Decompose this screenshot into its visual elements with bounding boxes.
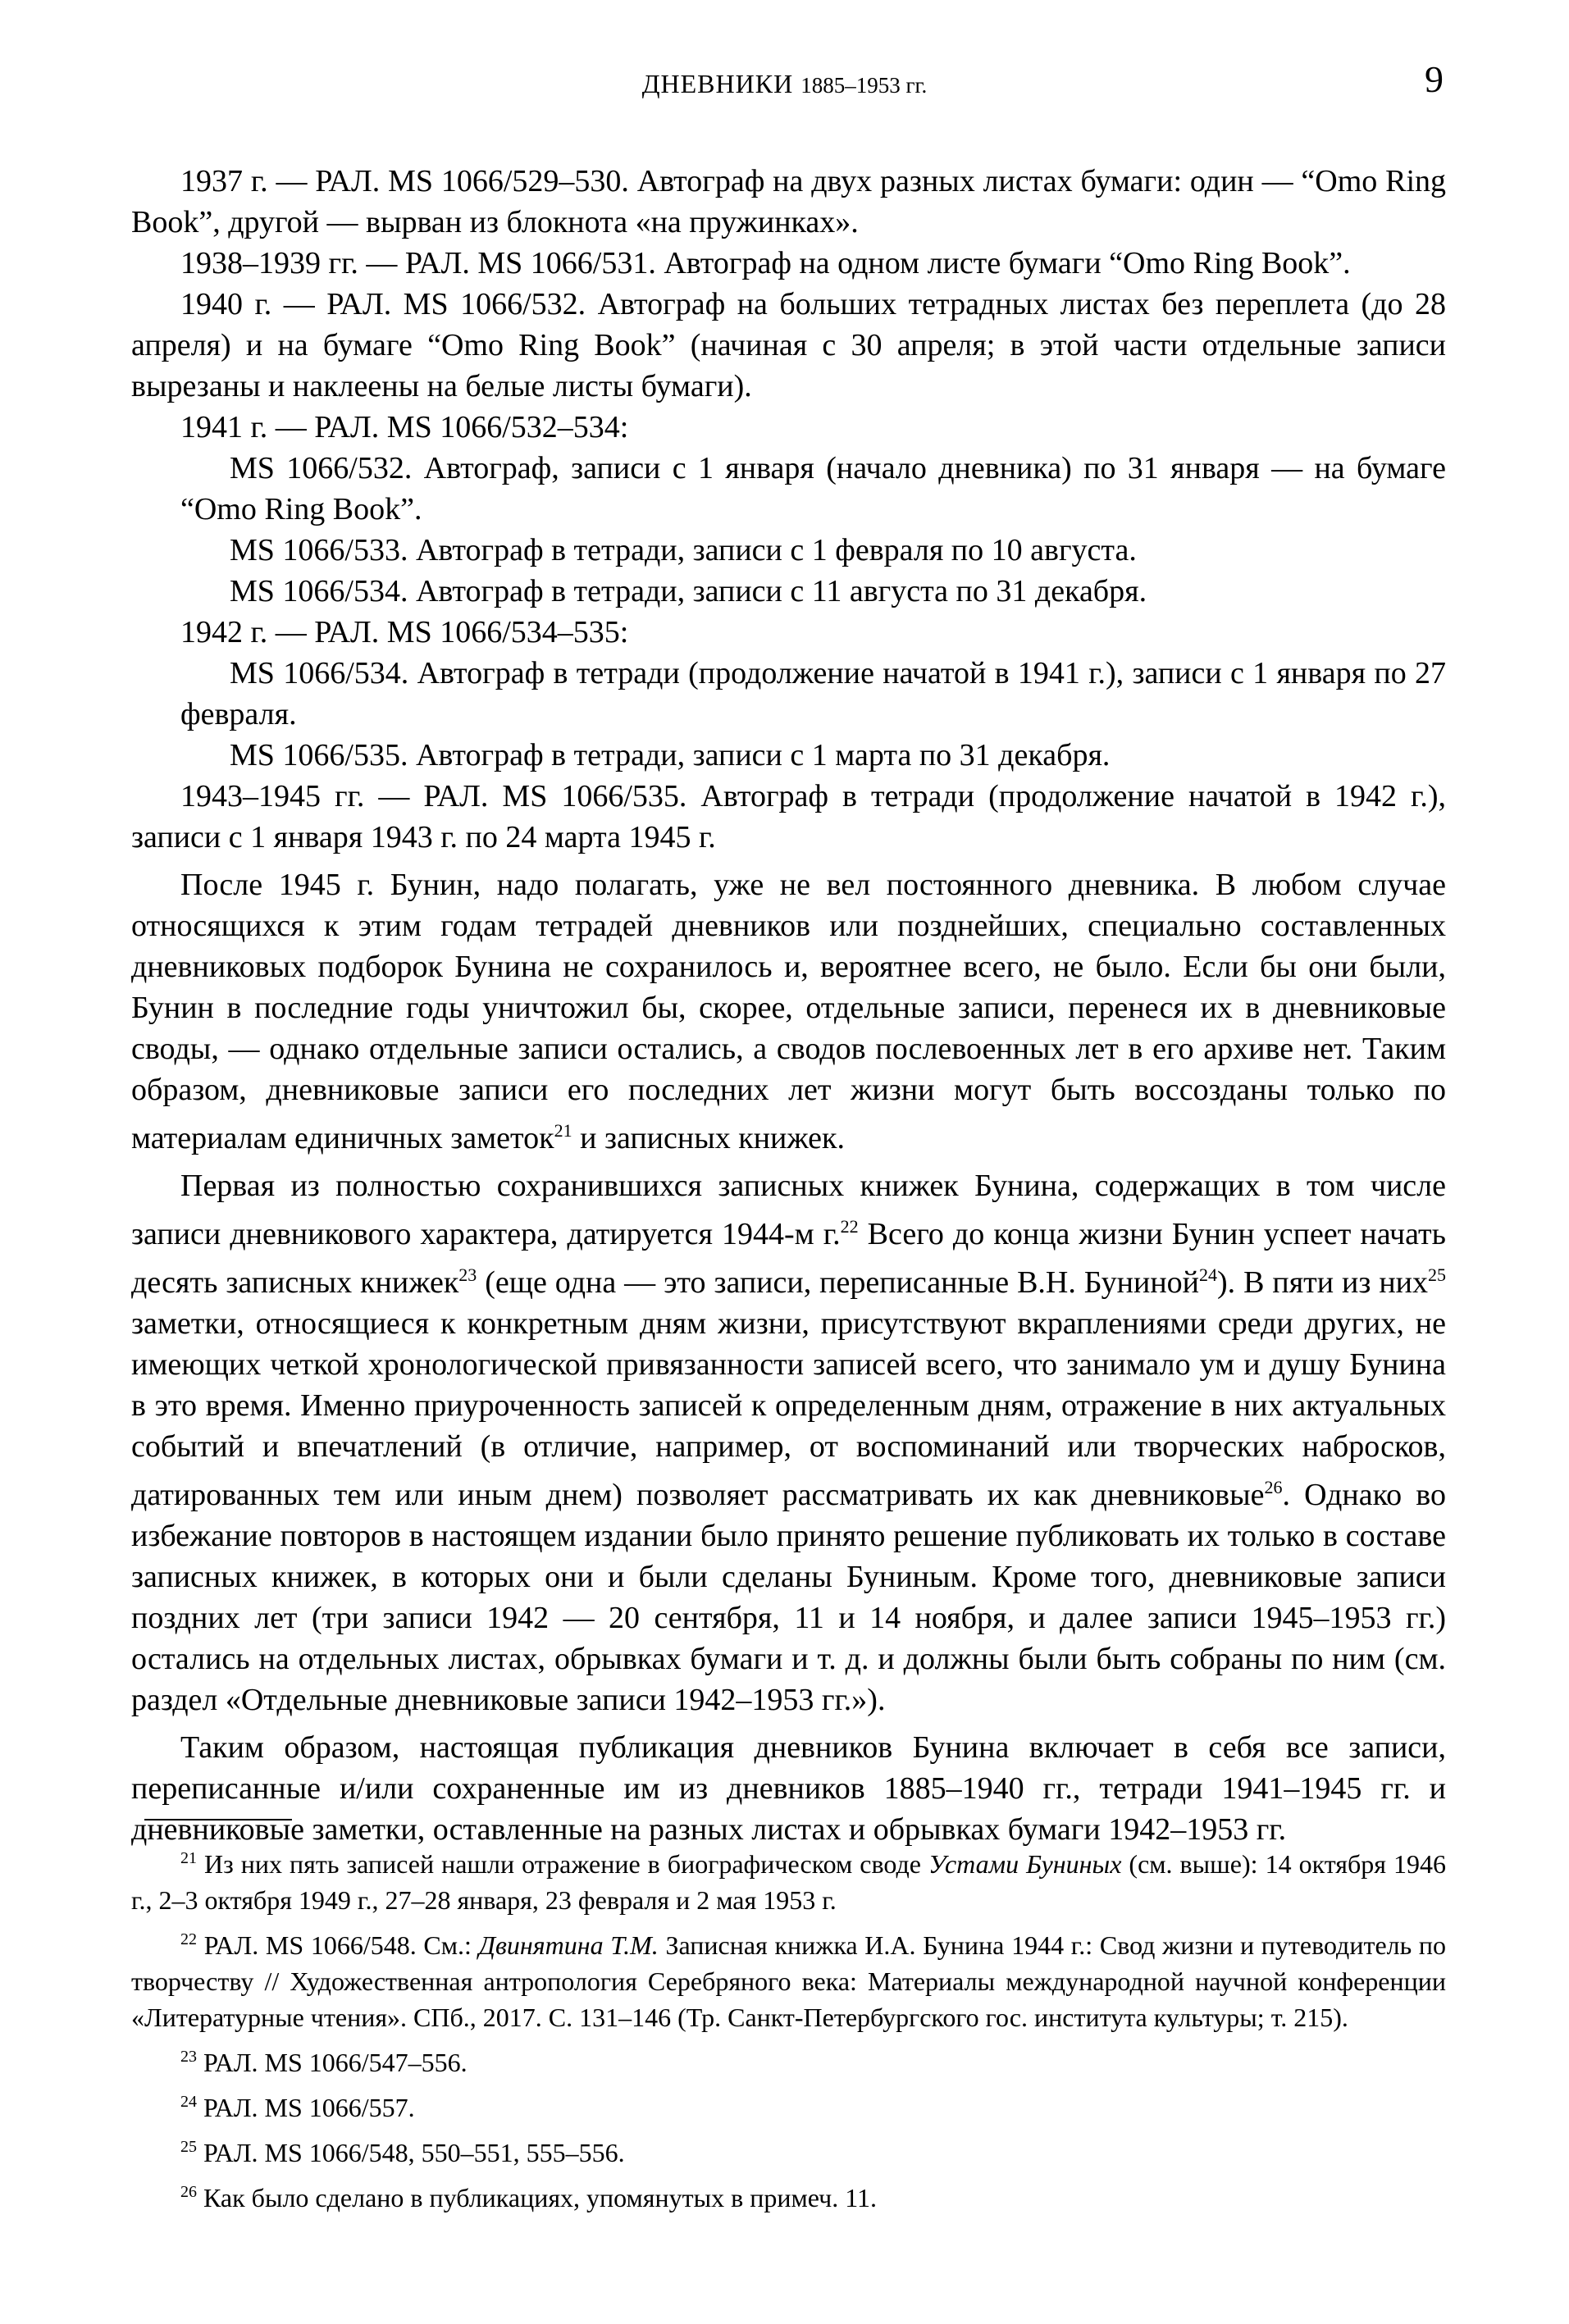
paragraph-text: ). В пяти из них (1217, 1265, 1428, 1300)
running-title: ДНЕВНИКИ (641, 69, 794, 98)
entry-1941-ms534: MS 1066/534. Автограф в тетради, записи с 11 августа по 31 декабря. (230, 574, 1147, 608)
entry-1940: 1940 г. — РАЛ. MS 1066/532. Автограф на больших тетрадных листах без переплета (до 28 апреля) и на бумаге “Omo Ring Book” (начиная с 30 апреля; в этой части отдельные записи вырезаны и наклеены на белые листы бумаги). (131, 287, 1446, 403)
footnote-ref: 21 (554, 1120, 572, 1141)
paragraph-text: и записных книжек. (572, 1121, 845, 1155)
footnote-ref: 22 (840, 1216, 859, 1237)
entry-1941-ms533: MS 1066/533. Автограф в тетради, записи с 1 февраля по 10 августа. (230, 533, 1137, 567)
footnote-ref: 24 (1199, 1265, 1217, 1285)
footnote-number: 26 (180, 2183, 197, 2201)
entry-1942-ms534: MS 1066/534. Автограф в тетради (продолжение начатой в 1941 г.), записи с 1 января по 27 февраля. (180, 656, 1446, 731)
footnote-text: РАЛ. MS 1066/548. См.: (203, 1930, 479, 1960)
footnote-23 (131, 2039, 1446, 2080)
footnote-number: 25 (180, 2138, 197, 2156)
page-number: 9 (1425, 58, 1444, 100)
running-title-years: 1885–1953 гг. (800, 73, 928, 98)
footnote-21 (131, 1840, 1446, 1918)
footnotes (131, 1840, 1446, 2219)
paragraph-text: Первая из полностью сохранившихся записных книжек Бунина, содержащих в том числе записи дневникового характера, датируется 1944-м г. (131, 1169, 1446, 1251)
paragraph-after-1945 (131, 864, 1446, 1159)
paragraph-text: После 1945 г. Бунин, надо полагать, уже не вел постоянного дневника. В любом случае относящихся к этим годам тетрадей дневников или позднейших, специально составленных дневниковых подборок Бунина не сохранилось и, вероятнее всего, не было. Если бы они были, Бунин в последние годы уничтожил бы, скорее, отдельные записи, перенеся их в дневниковые своды, — однако отдельные записи остались, а сводов послевоенных лет в его архиве нет. Таким образом, дневниковые записи его последних лет жизни могут быть воссозданы только по материалам единичных заметок (131, 868, 1446, 1155)
footnote-22 (131, 1921, 1446, 2035)
footnote-number: 24 (180, 2093, 197, 2111)
entry-1941-ms532: MS 1066/532. Автограф, записи с 1 января (начало дневника) по 31 января — на бумаге “Omo Ring Book”. (180, 451, 1446, 526)
footnote-ref: 25 (1428, 1265, 1446, 1285)
footnote-italic: Устами Буниных (928, 1849, 1122, 1879)
footnote-text: Как было сделано в публикациях, упомянутых в примеч. 11. (203, 2183, 878, 2212)
paragraph-notebooks (131, 1165, 1446, 1720)
footnote-number: 21 (180, 1849, 197, 1867)
footnote-24 (131, 2084, 1446, 2126)
footnote-ref: 23 (458, 1265, 477, 1285)
footnote-text: Из них пять записей нашли отражение в биографическом своде (204, 1849, 928, 1879)
footnote-number: 23 (180, 2048, 197, 2066)
footnote-26 (131, 2174, 1446, 2216)
paragraph-text: . Однако во избежание повторов в настоящем издании было принято решение публиковать их только в составе записных книжек, в которых они и были сделаны Буниным. Кроме того, дневниковые записи поздних лет (три записи 1942 — 20 сентября, 11 и 14 ноября, и далее записи 1945–1953 гг.) остались на отдельных листах, обрывках бумаги и т. д. и должны были быть собраны по ним (см. раздел «Отдельные дневниковые записи 1942–1953 гг.»). (131, 1478, 1446, 1717)
footnote-text: (см. выше): 14 октября 1946 г., 2–3 октября 1949 г., 27–28 января, 23 февраля и 2 мая 1953 г. (131, 1849, 1447, 1915)
entry-1942-ms535: MS 1066/535. Автограф в тетради, записи с 1 марта по 31 декабря. (230, 738, 1111, 772)
footnote-divider (144, 1819, 292, 1820)
entry-1941: 1941 г. — РАЛ. MS 1066/532–534: (180, 410, 629, 444)
paragraph-conclusion: Таким образом, настоящая публикация дневников Бунина включает в себя все записи, переписанные и/или сохраненные им из дневников 1885–1940 гг., тетради 1941–1945 гг. и дневниковые заметки, оставленные на разных листах и обрывках бумаги 1942–1953 гг. (131, 1730, 1446, 1847)
footnote-text: РАЛ. MS 1066/557. (203, 2093, 415, 2122)
footnote-text: РАЛ. MS 1066/547–556. (203, 2048, 468, 2077)
footnote-number: 22 (180, 1930, 197, 1948)
footnote-25 (131, 2129, 1446, 2171)
entry-1943-1945: 1943–1945 гг. — РАЛ. MS 1066/535. Автограф в тетради (продолжение начатой в 1942 г.), записи с 1 января 1943 г. по 24 марта 1945 г. (131, 779, 1446, 854)
entry-1938-1939: 1938–1939 гг. — РАЛ. MS 1066/531. Автограф на одном листе бумаги “Omo Ring Book”. (180, 246, 1351, 280)
entry-1937: 1937 г. — РАЛ. MS 1066/529–530. Автограф на двух разных листах бумаги: один — “Omo Ring Book”, другой — вырван из блокнота «на пружинках». (131, 164, 1446, 239)
footnote-italic: Двинятина Т.М. (478, 1930, 659, 1960)
paragraph-text: (еще одна — это записи, переписанные В.Н. Буниной (477, 1265, 1199, 1300)
paragraph-text: заметки, относящиеся к конкретным дням жизни, присутствуют вкраплениями среди других, не имеющих четкой хронологической привязанности записей всего, что занимало ум и душу Бунина в это время. Именно приуроченность записей к определенным дням, отражение в них актуальных событий и впечатлений (в отличие, например, от воспоминаний или творческих набросков, датированных тем или иным днем) позволяет рассматривать их как дневниковые (131, 1306, 1446, 1512)
footnote-text: Записная книжка И.А. Бунина 1944 г.: Свод жизни и путеводитель по творчеству // Художественная антропология Серебряного века: Материалы международной научной конференции «Литературные чтения». СПб., 2017. С. 131–146 (Тр. Санкт-Петербургского гос. института культуры; т. 215). (131, 1930, 1447, 2032)
running-head (0, 69, 1569, 99)
footnote-text: РАЛ. MS 1066/548, 550–551, 555–556. (203, 2138, 625, 2167)
footnote-ref: 26 (1264, 1477, 1283, 1497)
entry-1942: 1942 г. — РАЛ. MS 1066/534–535: (180, 615, 629, 649)
paragraph-text: Всего до конца жизни Бунин успеет начать десять записных книжек (131, 1217, 1446, 1300)
body-text (131, 161, 1446, 1850)
